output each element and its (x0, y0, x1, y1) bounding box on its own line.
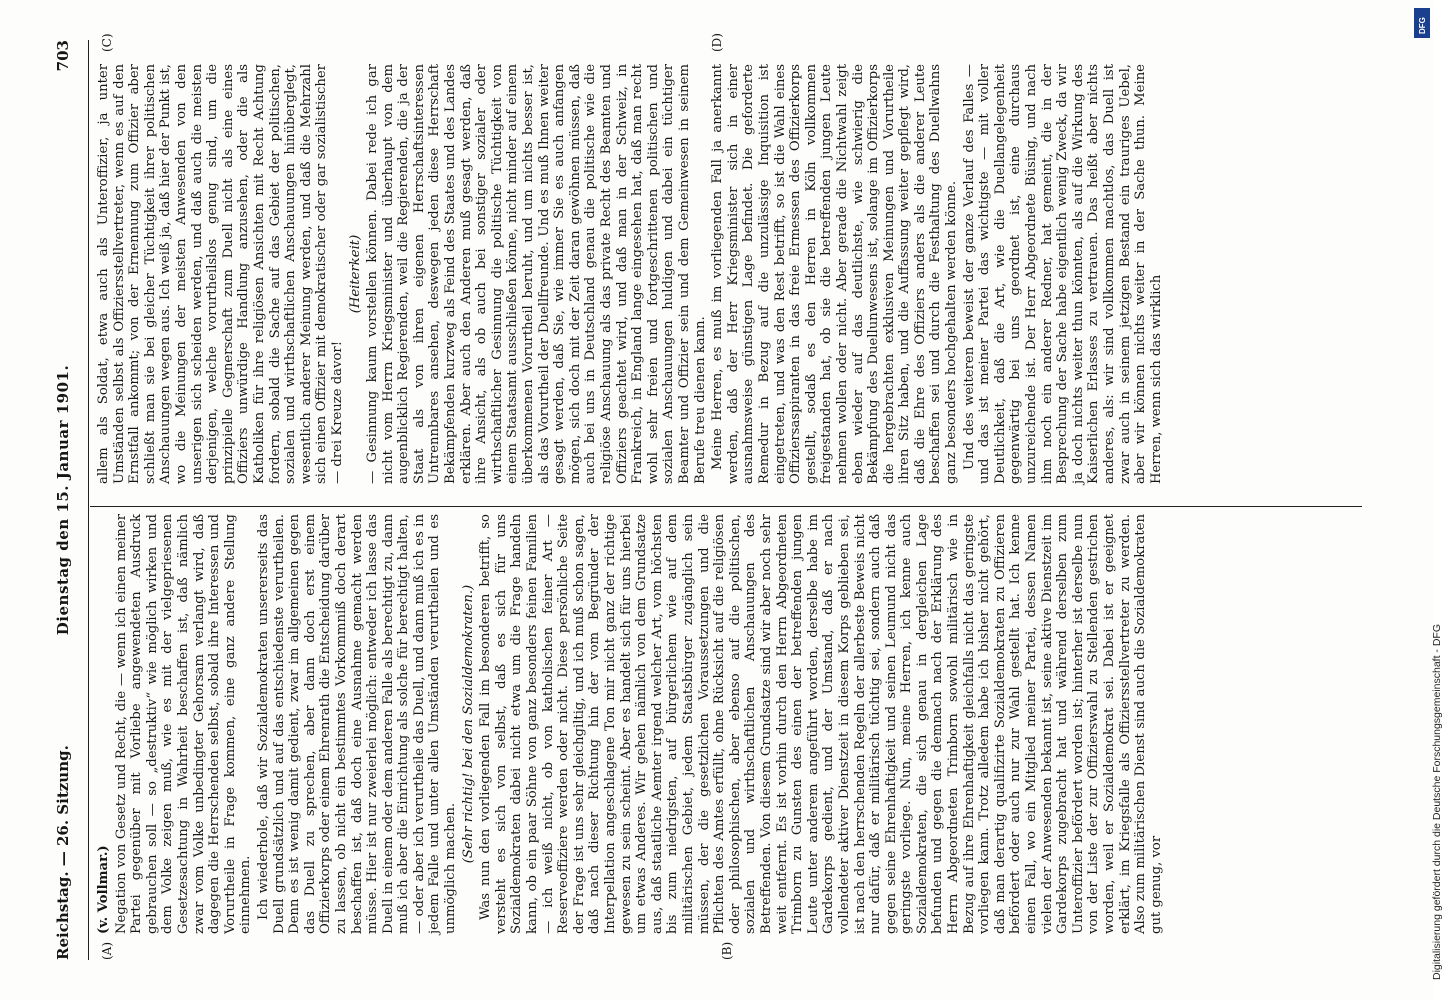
text-column-right (96, 64, 1361, 484)
page-header (48, 40, 78, 960)
digitization-credit (1417, 0, 1443, 1000)
text-column-left (96, 514, 1361, 934)
running-title-date: Dienstag den 15. Januar 1901. (54, 364, 72, 636)
margin-marker-c: (C) (100, 33, 114, 52)
margin-marker-b: (B) (720, 941, 734, 960)
digitization-credit-text: Digitalisierung gefördert durch die Deutsche Forschungsgemeinschaft - DFG (1431, 623, 1443, 980)
speaker-label: (v. Vollmar.) (96, 845, 111, 934)
margin-marker-a: (A) (100, 941, 114, 960)
paragraph: Was nun den vorliegenden Fall im besonderen betrifft, so versteht es sich von selbst, daß es sich für uns Sozialdemokraten dabei nicht etwa um die Frage handeln kann, ob ein paar Söhne von ganz besonders feinen Familien — ich weiß nicht, ob von katholischen feiner Art — Reserveoffiziere werden oder nicht. Diese persönliche Seite der Frage ist uns sehr gleichgiltig, und ich muß schon sagen, daß nach dieser Richtung hin der vom Begründer der Interpellation angeschlagene Ton mir nicht ganz der richtige gewesen zu sein scheint. Aber es handelt sich für uns hierbei um etwas Anderes. Wir gehen nämlich von dem Grundsatze aus, daß staatliche Aemter irgend welcher Art, vom höchsten bis zum niedrigsten, auf bürgerlichem wie auf dem militärischen Gebiet, jedem Staatsbürger zugänglich sein müssen, der die gesetzlichen Voraussetzungen und die Pflichten des Amtes erfüllt, ohne Rücksicht auf die religiösen oder philosophischen, aber ebenso auf die politischen, sozialen und wirthschaftlichen Anschauungen des Betreffenden. Von diesem Grundsatze sind wir aber noch sehr weit entfernt. Es ist vorhin durch den Herrn Abgeordneten Trimborn zu Gunsten des einen der betreffenden jungen Leute unter anderem angeführt worden, derselbe habe im Gardekorps gedient, und der Umstand, daß er nach vollendeter aktiver Dienstzeit in diesem Korps geblieben sei, ist nach den herrschenden Regeln der allerbeste Beweis nicht nur dafür, daß er militärisch tüchtig sei, sondern auch daß gegen seine Ehrenhaftigkeit und seinen Leumund nicht das geringste vorliege. Nun, meine Herren, ich kenne auch Sozialdemokraten, die sich genau in dergleichen Lage befunden und gegen die demnach nach der Erklärung des Herrn Abgeordneten Trimborn sowohl militärisch wie in Bezug auf ihre Ehrenhaftigkeit gleichfalls nicht das geringste vorliegen kann. Trotz alledem habe ich bisher nicht gehört, daß man derartig qualifizirte Sozialdemokraten zu Offizieren befördert oder auch nur zur Wahl gestellt hat. Ich kenne einen Fall, wo ein Mitglied meiner Partei, dessen Namen vielen der Anwesenden bekannt ist, seine aktive Dienstzeit im Gardekorps zugebracht hat und während derselben zum Unteroffizier befördert worden ist; hinterher ist derselbe nun von der Liste der zur Offizierswahl zu Stellenden gestrichen worden, weil er Sozialdemokrat sei. Dabei ist er geeignet erklärt, im Kriegsfalle als Offiziersstellvertreter zu werden. Also zum militärischen Dienst sind auch die Sozialdemokraten gut genug, vor (478, 514, 1164, 934)
paragraph: Und des weiteren beweist der ganze Verlauf des Falles — und das ist meiner Partei das wichtigste — mit voller Deutlichkeit, daß die Art, wie die Duellangelegenheit gegenwärtig bei uns geordnet ist, eine durchaus unzureichende ist. Der Herr Abgeordnete Büsing, und nach ihm noch ein anderer Redner, hat gemeint, die in der Besprechung der Sache habe eigentlich wenig Zweck, da wir ja doch nichts weiter thun könnten, als auf die Wirkung des Kaiserlichen Erlasses zu vertrauen. Das heißt aber nichts anderes, als: wir sind vollkommen machtlos, das Duell ist zwar auch in seinem jetzigen Bestand ein trauriges Uebel, aber wir können nichts weiter in der Sache thun. Meine Herren, wenn sich das wirklich (961, 64, 1164, 484)
margin-marker-d: (D) (710, 33, 724, 52)
paragraph: Meine Herren, es muß im vorliegenden Fall ja anerkannt werden, daß der Herr Kriegsminister sich in einer ausnahmsweise günstigen Lage befindet. Die geforderte Remedur in Bezug auf die unzulässige Inquisition ist eingetreten, und was den Rest betrifft, so ist die Wahl eines Offiziersaspiranten in das freie Ermessen des Offizierkorps gestellt, sodaß es den Herren in Köln vollkommen freigestanden hat, ob sie die betreffenden jungen Leute nehmen wollen oder nicht. Aber gerade die Nichtwahl zeigt eben wieder auf das deutlichste, wie schwierig die Bekämpfung des Duellunwesens ist, solange im Offizierkorps die hergebrachten exklusiven Meinungen und Vorurtheile ihren Sitz haben, und die Auffassung weiter gepflegt wird, daß die Ehre des Offiziers anders als die anderer Leute beschaffen sei und durch die Festhaltung des Duellwahns ganz besonders hochgehalten werden könne. (710, 64, 960, 484)
column-divider (90, 506, 1362, 507)
running-title-left: Reichstag. — 26. Sitzung. (54, 745, 72, 960)
paragraph: Ich wiederhole, daß wir Sozialdemokraten unsererseits das Duell grundsätzlich und auf das entschiedenste verurtheilen. Denn es ist wenig damit gedient, zwar im allgemeinen gegen das Duell zu sprechen, aber dann doch erst einem Offizierkorps oder einem Ehrenrath die Entscheidung darüber zu lassen, ob nicht ein bestimmtes Vorkommniß doch derart beschaffen ist, daß doch eine Ausnahme gemacht werden müsse. Hier ist nur zweierlei möglich: entweder ich lasse das Duell in einem oder dem anderen Falle als berechtigt zu, dann muß ich aber die Einrichtung als solche für berechtigt halten, — oder aber ich verurtheile das Duell, und dann muß ich es in jedem Falle und unter allen Umständen verurtheilen und es unmöglich machen. (255, 514, 459, 934)
interjection: (Sehr richtig! bei den Sozialdemokraten.) (460, 584, 476, 864)
dfg-logo-text: DFG (1418, 17, 1427, 34)
paragraph: allem als Soldat, etwa auch als Unteroffizier, ja unter Umständen selbst als Offiziersstellvertreter, wenn es auf den Ernstfall ankommt; von der Ernennung zum Offizier aber schließt man sie bei gleicher Tüchtigkeit ihrer politischen Anschauungen wegen aus. Ich weiß ja, daß hier der Punkt ist, wo die Meinungen der meisten Anwesenden von den unserigen sich scheiden werden, und daß auch die meisten derjenigen, welche vorurtheilslos genug sind, um die prinzipielle Gegnerschaft zum Duell nicht als eine eines Offiziers unwürdige Handlung anzusehen, oder die als Katholiken für ihre religiösen Ansichten mit Recht Achtung fordern, sobald die Sache auf das Gebiet der politischen, sozialen und wirthschaftlichen Anschauungen hinüberglegt, wesentlich anderer Meinung werden, und daß die Mehrzahl sich einen Offizier mit demokratischer oder gar sozialistischer — drei Kreuze davor! (96, 64, 345, 484)
paragraph: Negation von Gesetz und Recht, die — wenn ich einen meiner Partei gegenüber mit Vorliebe angewendeten Ausdruck gebrauchen soll — so „destruktiv“ wie möglich wirken und dem Volke zeigen muß, wie es mit der vielgepriesenen Gesetzesachtung in Wahrheit beschaffen ist, daß nämlich zwar vom Volke unbedingter Gehorsam verlangt wird, daß dagegen die Herrschenden selbst, sobald ihre Interessen und Vorurtheile in Frage kommen, eine ganz andere Stellung einnehmen. (113, 514, 254, 934)
header-rule (88, 40, 89, 960)
paragraph: — Gesinnung kaum vorstellen können. Dabei rede ich gar nicht vom Herrn Kriegsminister und überhaupt von dem augenblicklich Regierenden, weil die Regierenden, die ja der Staat als von ihren eigenen Herrschaftsinteressen Untrennbares ansehen, deswegen jeden diese Herrschaft Bekämpfenden kurzweg als Feind des Staates und des Landes erklären. Aber auch den Anderen muß gesagt werden, daß ihre Ansicht, als ob auch bei sonstiger sozialer oder wirthschaftlicher Gesinnung die politische Tüchtigkeit von einem Staatsamt ausschließen könne, nicht minder auf einem überkommenen Vorurtheil beruht, und um nichts besser ist, als das Vorurtheil der Duellfreunde. Und es muß Ihnen weiter gesagt werden, daß Sie, wie immer Sie es auch anfangen mögen, sich doch mit der Zeit daran gewöhnen müssen, daß auch bei uns in Deutschland genau die politische wie die religiöse Anschauung als das private Recht des Beamten und Offiziers geachtet wird, und daß man in der Schweiz, in Frankreich, in England lange eingesehen hat, daß man recht wohl sehr freien und fortgeschrittenen politischen und sozialen Anschauungen huldigen und dabei ein tüchtiger Beamter und Offizier sein und dem Gemeinwesen in seinem Berufe treu dienen kann. (365, 64, 708, 484)
interjection: (Heiterkeit) (347, 234, 363, 314)
page-number: 703 (54, 40, 72, 72)
